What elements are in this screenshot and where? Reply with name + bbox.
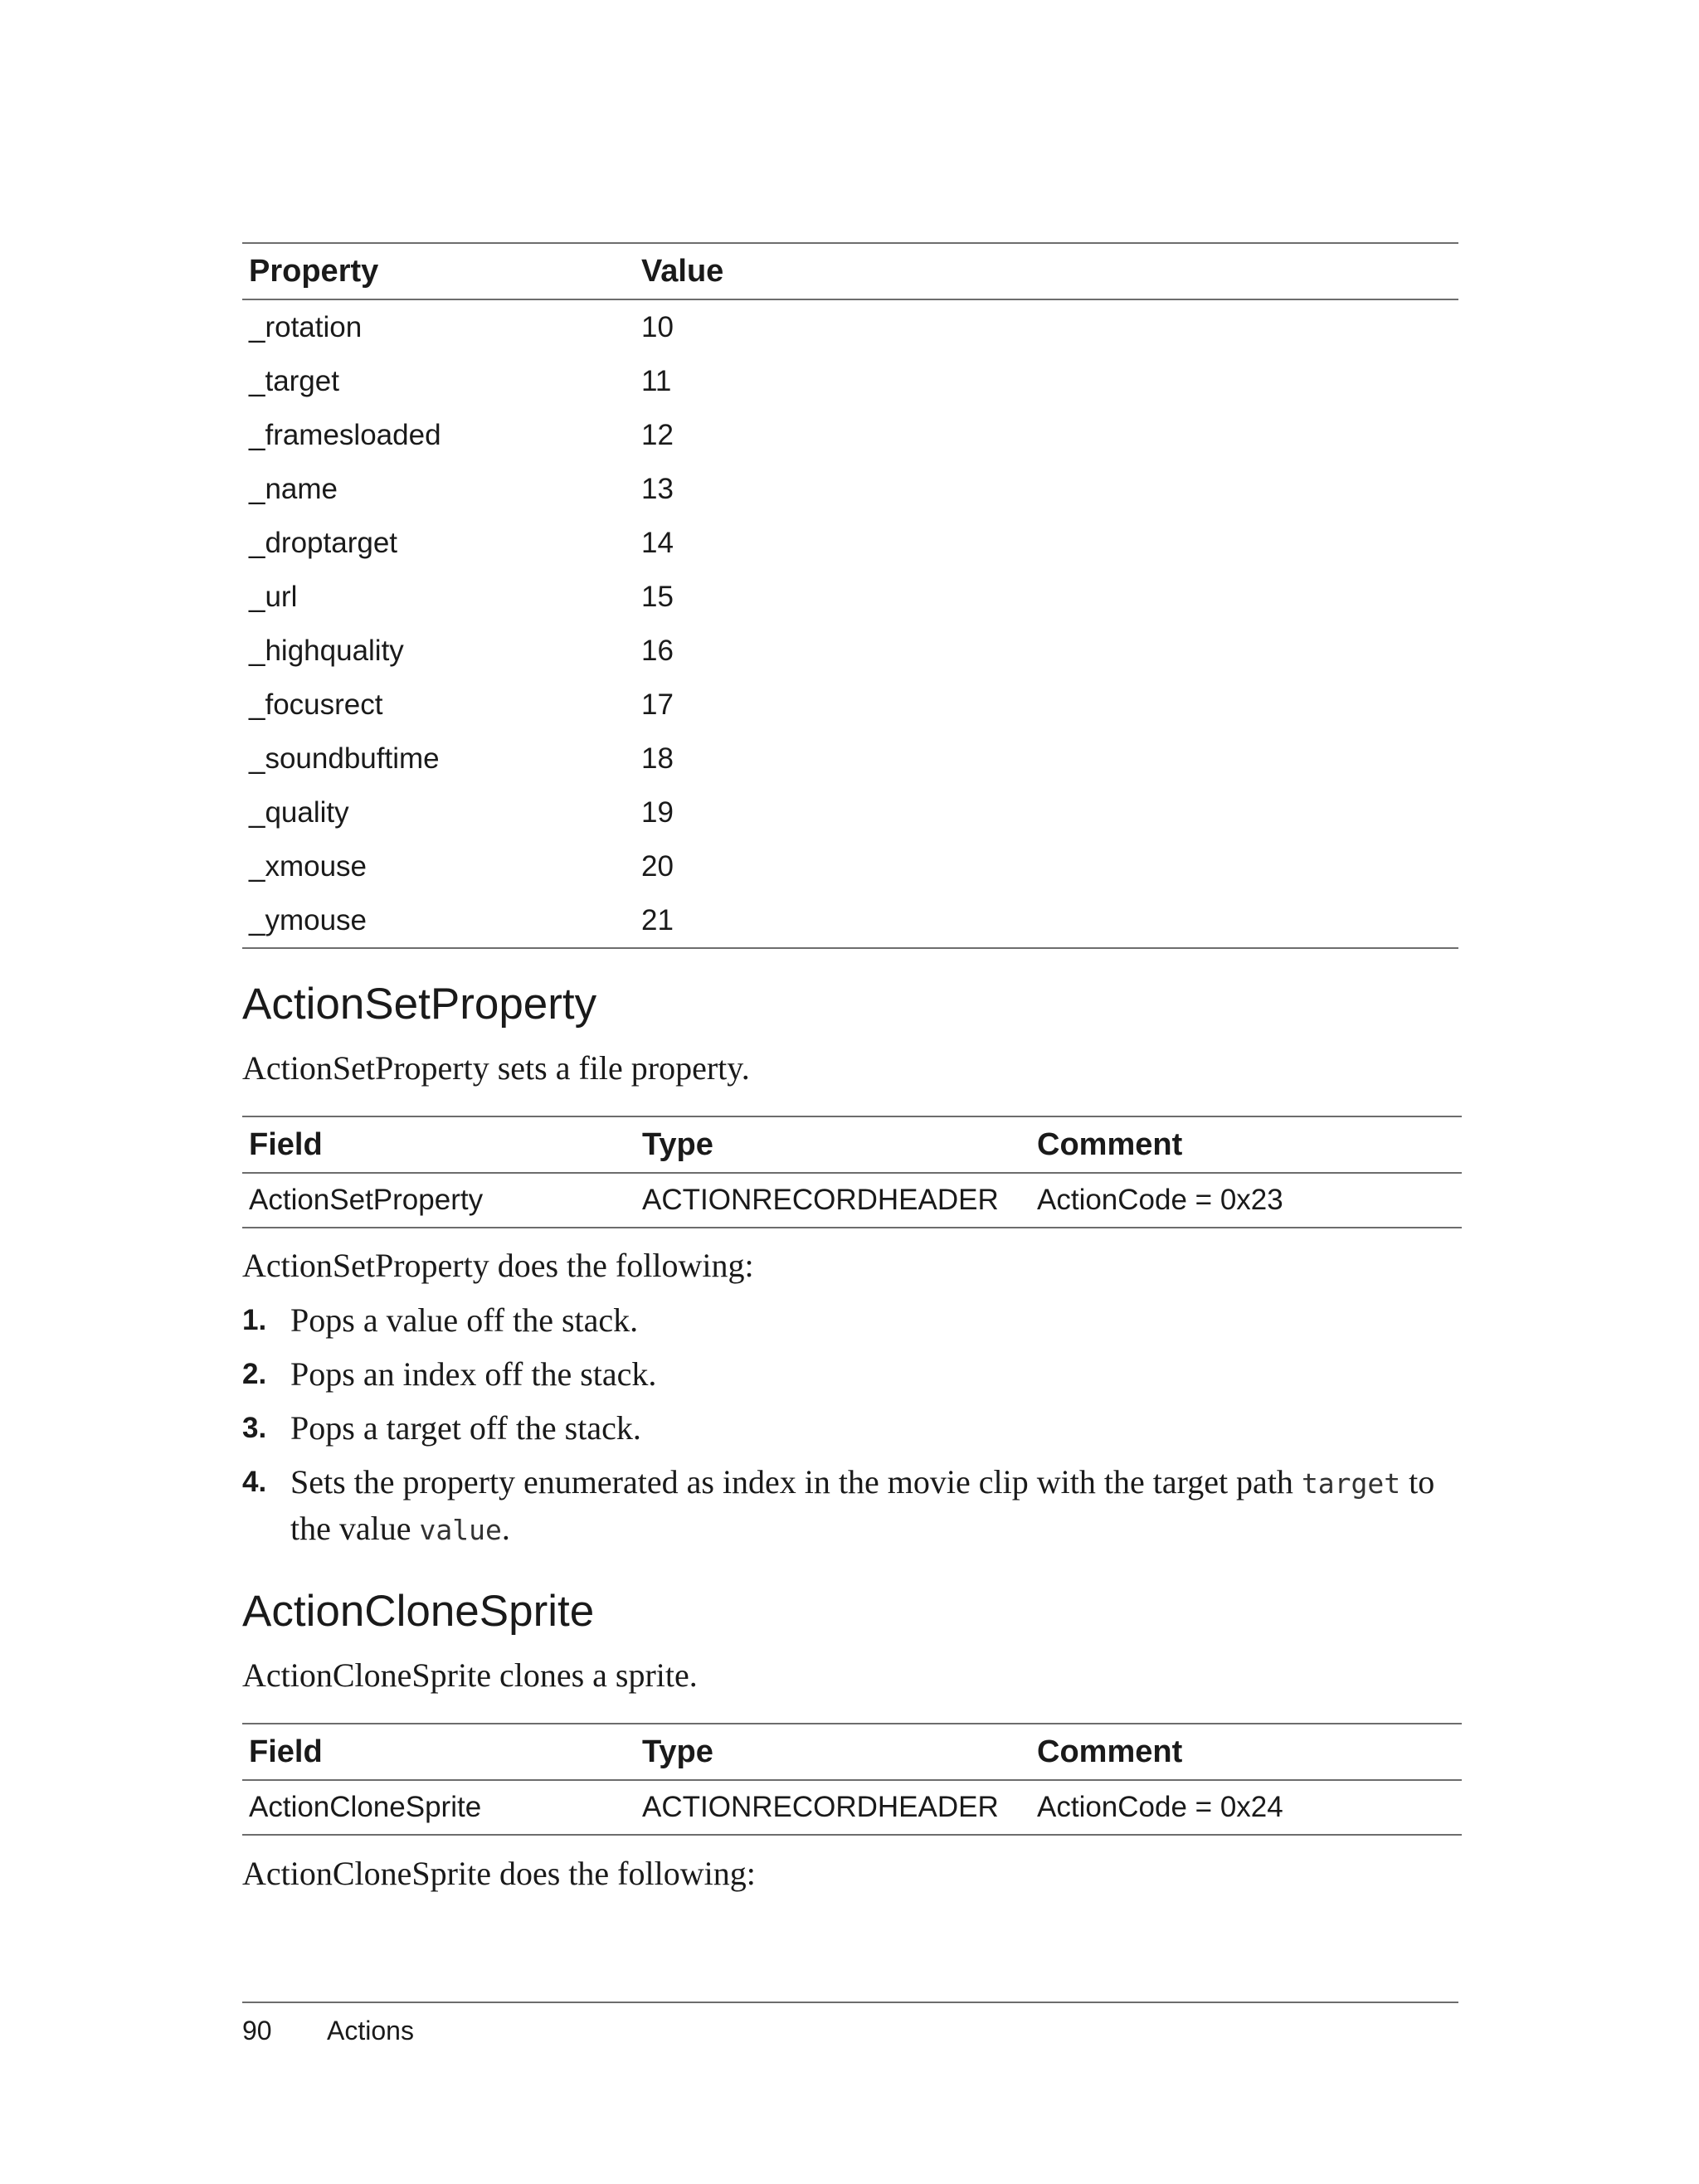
value-cell: 18 [641,742,674,775]
step-number: 2. [242,1358,267,1390]
set-property-field-table [242,1116,1462,1228]
property-cell: _xmouse [249,849,368,883]
header-property: Property [249,253,379,289]
type-cell: ACTIONRECORDHEADER [635,1780,1030,1835]
property-cell: _url [249,580,298,613]
step-text: Pops an index off the stack. [290,1355,657,1393]
field-cell: ActionCloneSprite [242,1780,635,1835]
list-item [242,1406,1462,1451]
step-text: Pops a target off the stack. [290,1409,641,1447]
table-header-row [242,1724,1462,1780]
step-number: 1. [242,1304,267,1336]
table-header-row [242,1116,1462,1173]
step-text: Sets the property enumerated as index in the movie clip with the target path [290,1463,1302,1501]
table-row [242,1780,1462,1835]
step-text: to the value [290,1463,1435,1547]
comment-cell: ActionCode = 0x23 [1030,1173,1462,1228]
value-cell: 11 [641,364,672,397]
table-row [242,893,1458,948]
property-cell: _focusrect [249,688,383,721]
clone-sprite-field-table [242,1723,1462,1836]
property-cell: _ymouse [242,893,635,948]
step-number: 4. [242,1466,267,1498]
field-cell: ActionSetProperty [242,1173,635,1228]
value-cell: 15 [641,580,674,613]
table-row [242,624,1458,678]
set-property-steps [242,1298,1462,1562]
value-cell: 10 [641,310,674,343]
header-value: Value [641,253,724,289]
list-item [242,1298,1462,1343]
value-cell: 21 [635,893,1458,948]
type-cell: ACTIONRECORDHEADER [635,1173,1030,1228]
step-text: . [501,1510,510,1547]
value-cell: 12 [641,418,674,451]
value-cell: 14 [641,526,674,559]
table-header-row [242,243,1458,299]
set-property-intro: ActionSetProperty sets a file property. [242,1049,750,1087]
property-cell: _droptarget [249,526,398,559]
table-row [242,354,1458,408]
footer-page-number: 90 [242,2016,272,2045]
header-field: Field [249,1734,323,1769]
footer-section-title: Actions [327,2016,414,2045]
table-row [242,570,1458,624]
clone-sprite-does-following: ActionCloneSprite does the following: [242,1855,756,1892]
table-row [242,462,1458,516]
table-row [242,839,1458,893]
value-cell: 13 [641,472,674,505]
list-item [242,1352,1462,1397]
list-item [242,1460,1462,1553]
table-row [242,678,1458,732]
table-row [242,1173,1462,1228]
header-comment: Comment [1037,1734,1183,1769]
property-cell: _target [249,364,339,397]
step-text: Pops a value off the stack. [290,1301,639,1339]
section-heading-clone-sprite: ActionCloneSprite [242,1587,595,1636]
clone-sprite-intro: ActionCloneSprite clones a sprite. [242,1656,698,1694]
property-cell: _quality [249,795,349,829]
table-row [242,732,1458,786]
table-row [242,516,1458,570]
value-cell: 19 [641,795,674,829]
property-cell: _soundbuftime [249,742,440,775]
header-type: Type [642,1734,713,1769]
value-cell: 20 [641,849,674,883]
header-comment: Comment [1037,1126,1183,1162]
table-row [242,299,1458,354]
section-heading-set-property: ActionSetProperty [242,980,597,1029]
header-type: Type [642,1126,713,1162]
footer-rule [242,2002,1458,2003]
table-row [242,408,1458,462]
set-property-does-following: ActionSetProperty does the following: [242,1247,754,1284]
code-value: value [419,1514,502,1546]
code-target: target [1301,1467,1401,1500]
property-cell: _framesloaded [249,418,441,451]
property-cell: _name [249,472,338,505]
property-value-table [242,242,1458,949]
property-cell: _rotation [249,310,363,343]
comment-cell: ActionCode = 0x24 [1030,1780,1462,1835]
property-cell: _highquality [249,634,404,667]
value-cell: 17 [641,688,674,721]
value-cell: 16 [641,634,674,667]
step-number: 3. [242,1412,267,1444]
header-field: Field [249,1126,323,1162]
table-row [242,786,1458,839]
